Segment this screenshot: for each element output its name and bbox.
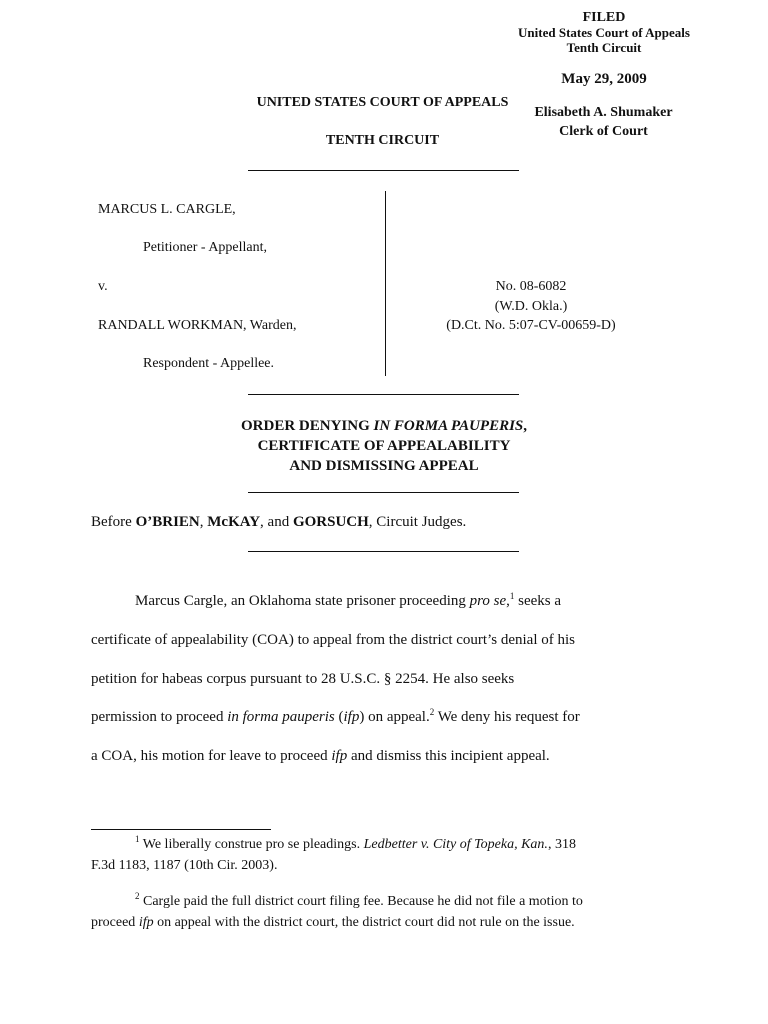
italic-text: ifp [343,709,360,725]
sep: , and [260,514,293,530]
case-number: No. 08-6082 [495,279,567,294]
footnote-2 [91,891,691,933]
text: Marcus Cargle, an Oklahoma state prisoner proceeding [135,593,470,609]
text: Cargle paid the full district court filing fee. Because he did not file a motion to [139,894,583,909]
judge-obrien: O’BRIEN [135,514,200,530]
order-title-line1 [150,416,618,436]
before-prefix: Before [91,514,136,530]
footnote-ref-2: 2 [429,707,435,717]
judge-gorsuch: GORSUCH [292,514,369,530]
district: (W.D. Okla.) [494,298,568,314]
text: ( [334,709,344,725]
respondent-name: RANDALL WORKMAN, Warden, [98,318,297,333]
filed-date: May 29, 2009 [561,71,647,87]
caption-divider [385,191,386,376]
rule-title [248,492,519,493]
versus: v. [98,279,108,294]
order-title-line3: AND DISMISSING APPEAL [289,458,479,474]
sep: , [199,514,208,530]
italic-text: ifp [138,915,154,930]
filed-label: FILED [582,10,626,25]
rule-before [248,551,519,552]
petitioner-role: Petitioner - Appellant, [143,240,268,255]
order-title-text: ORDER DENYING [240,418,374,434]
order-title-comma: , [523,418,528,434]
stamp-court: United States Court of Appeals [518,25,690,40]
order-title-line2: CERTIFICATE OF APPEALABILITY [257,438,511,454]
text: proceed [91,915,139,930]
footnote-1 [91,834,691,876]
panel-line [91,514,466,531]
footnote-rule [91,829,271,830]
italic-text: in forma pauperis [227,709,335,725]
footnote-mark-2: 2 [135,891,140,901]
text: permission to proceed [91,709,228,725]
text: , 318 [547,837,576,852]
judge-mckay: McKAY [207,514,261,530]
order-title-italic: IN FORMA PAUPERIS [373,418,524,434]
clerk-title: Clerk of Court [559,124,648,139]
body-line-4 [91,709,691,726]
text: We deny his request for [434,709,580,725]
circuit-name: TENTH CIRCUIT [325,133,440,148]
italic-text: pro se [469,593,507,609]
footnote-1-line1 [91,834,691,855]
text: , [506,593,510,609]
order-title [150,416,618,476]
footnote-1-line2: F.3d 1183, 1187 (10th Cir. 2003). [91,858,278,873]
body-line-3: petition for habeas corpus pursuant to 28 U.S.C. § 2254. He also seeks [91,671,515,687]
stamp-circuit: Tenth Circuit [566,40,642,55]
body-line-5 [91,748,691,765]
text: a COA, his motion for leave to proceed [91,748,332,764]
docket-block [418,277,644,336]
rule-header [248,170,519,171]
footnote-ref-1: 1 [509,591,515,601]
footnote-2-line2 [91,912,691,933]
before-suffix: , Circuit Judges. [368,514,467,530]
body-line-2: certificate of appealability (COA) to appeal from the district court’s denial of his [91,632,575,648]
court-name: UNITED STATES COURT OF APPEALS [256,95,509,110]
body-line-1 [135,593,735,610]
filing-stamp [470,10,738,87]
text: ) on appeal. [359,709,430,725]
text: seeks a [514,593,562,609]
respondent-role: Respondent - Appellee. [143,356,275,371]
rule-caption [248,394,519,395]
text: on appeal with the district court, the district court did not rule on the issue. [153,915,575,930]
text: We liberally construe pro se pleadings. [139,837,364,852]
text: and dismiss this incipient appeal. [347,748,550,764]
petitioner-name: MARCUS L. CARGLE, [98,202,236,217]
clerk-name: Elisabeth A. Shumaker [534,105,673,120]
footnote-mark-1: 1 [135,834,140,844]
case-citation: Ledbetter v. City of Topeka, Kan. [363,837,548,852]
italic-text: ifp [331,748,348,764]
dct-number: (D.Ct. No. 5:07-CV-00659-D) [446,318,616,333]
footnote-2-line1 [91,891,691,912]
